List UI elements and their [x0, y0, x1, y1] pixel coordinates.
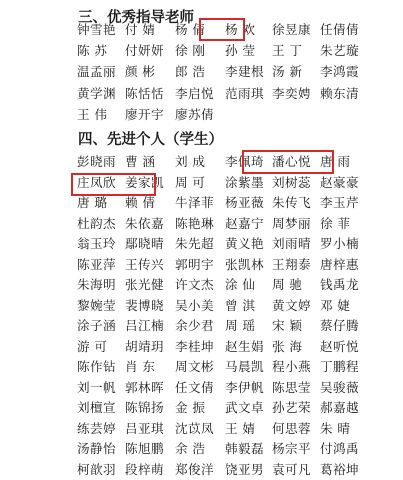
person-name: 赵嘉宁 [225, 215, 264, 231]
person-name: 刘一帆 [77, 379, 116, 395]
person-name: 陈亚萍 [77, 256, 116, 272]
person-name: 马晨凯 [225, 359, 264, 374]
person-name: 王 丁 [272, 43, 303, 59]
person-name: 潘心悦 [272, 154, 311, 169]
person-name: 黎婉莹 [77, 297, 116, 313]
person-name: 庄凤欣 [77, 174, 116, 190]
person-name: 朱先超 [175, 236, 214, 251]
person-name: 程小燕 [272, 359, 311, 374]
person-name: 朱 晴 [320, 420, 351, 436]
person-name: 朱艺璇 [320, 43, 359, 59]
person-name: 涂 仙 [225, 277, 256, 292]
person-name: 沈苡凤 [175, 420, 214, 436]
name-row [77, 275, 397, 295]
person-name: 廖苏倩 [175, 106, 214, 122]
name-row [77, 214, 397, 234]
person-name: 刘雨晴 [272, 236, 311, 251]
person-name: 唐 璐 [77, 195, 108, 210]
person-name: 赖 倩 [125, 195, 156, 210]
person-name: 王 婧 [225, 420, 256, 436]
person-name: 陈旭鹏 [125, 441, 164, 456]
person-name: 汤静怡 [77, 441, 116, 456]
section-heading-teachers: 三、优秀指导老师 [78, 10, 194, 26]
highlight-box-students-zhuang-jiang [71, 173, 156, 196]
person-name: 黄文婷 [272, 297, 311, 313]
person-name: 徐 刚 [175, 43, 206, 59]
name-row [77, 41, 397, 61]
person-name: 何思蓉 [272, 420, 311, 436]
person-name: 周梦丽 [272, 215, 311, 231]
person-name: 王 伟 [77, 106, 108, 122]
person-name: 刘树蕊 [272, 174, 311, 190]
person-name: 韩毅磊 [225, 441, 264, 456]
person-name: 孙 莹 [225, 43, 256, 59]
person-name: 柯歆羽 [77, 461, 116, 477]
person-name: 余少君 [175, 318, 214, 333]
section-heading-students: 四、先进个人（学生） [78, 132, 223, 148]
name-row [77, 460, 397, 480]
name-row [77, 62, 397, 82]
person-name: 钟雪艳 [77, 22, 116, 37]
person-name: 周 瑶 [225, 318, 256, 333]
name-row [77, 337, 397, 357]
person-name: 肖 东 [125, 359, 156, 374]
person-name: 吕亚琪 [125, 420, 164, 436]
person-name: 徐昱康 [272, 22, 311, 37]
person-name: 付妍妍 [125, 43, 164, 59]
person-name: 金 振 [175, 400, 206, 415]
name-row [77, 234, 397, 254]
person-name: 周 驰 [272, 277, 303, 292]
person-name: 涂子涵 [77, 318, 116, 333]
person-name: 曾 淇 [225, 297, 256, 313]
person-name: 陈恬恬 [125, 85, 164, 101]
person-name: 赵听悦 [320, 338, 359, 354]
person-name: 周 可 [175, 174, 206, 190]
person-name: 郑俊洋 [175, 461, 214, 477]
person-name: 陈锦扬 [125, 400, 164, 415]
person-name: 付 婧 [125, 22, 156, 37]
person-name: 吕江楠 [125, 318, 164, 333]
person-name: 李桂坤 [175, 338, 214, 354]
person-name: 李玉芹 [320, 195, 359, 210]
person-name: 武文卓 [225, 400, 264, 415]
person-name: 颜 彬 [125, 64, 156, 80]
person-name: 涂紫墨 [225, 174, 264, 190]
person-name: 刘檀宣 [77, 400, 116, 415]
person-name: 练芸婷 [77, 420, 116, 436]
person-name: 郎 浩 [175, 64, 206, 80]
person-name: 任倩倩 [320, 22, 359, 37]
name-row [77, 255, 397, 275]
person-name: 钱禹龙 [320, 277, 359, 292]
person-name: 杨 欢 [225, 22, 256, 37]
person-name: 段梓萌 [125, 461, 164, 477]
person-name: 杜韵杰 [77, 215, 116, 231]
person-name: 赖东清 [320, 85, 359, 101]
person-name: 鄢晓晴 [125, 236, 164, 251]
person-name: 唐梓惠 [320, 256, 359, 272]
person-name: 黄义艳 [225, 236, 264, 251]
person-name: 张光健 [125, 277, 164, 292]
highlight-box-students-pan-tang [242, 150, 334, 174]
person-name: 李佩琦 [225, 154, 264, 169]
name-row [77, 316, 397, 336]
name-row [77, 419, 397, 439]
person-name: 黄学渊 [77, 85, 116, 101]
person-name: 彭晓雨 [77, 154, 116, 169]
person-name: 汤 新 [272, 64, 303, 80]
person-name: 李鸿霞 [320, 64, 359, 80]
person-name: 陈艳琳 [175, 215, 214, 231]
person-name: 徐 菲 [320, 215, 351, 231]
name-row [77, 357, 397, 377]
person-name: 任文倩 [175, 379, 214, 395]
person-name: 朱海明 [77, 277, 116, 292]
person-name: 温孟丽 [77, 64, 116, 80]
person-name: 郭林晖 [125, 379, 164, 395]
person-name: 葛裕坤 [320, 461, 359, 477]
person-name: 丁鹏程 [320, 359, 359, 374]
person-name: 罗小楠 [320, 236, 359, 251]
person-name: 曹 涵 [125, 154, 156, 169]
person-name: 宋 颖 [272, 318, 303, 333]
person-name: 袁可凡 [272, 461, 311, 477]
person-name: 郝嘉越 [320, 400, 359, 415]
name-row [77, 152, 397, 172]
person-name: 刘 成 [175, 154, 206, 169]
person-name: 裴博晓 [125, 297, 164, 313]
name-row [77, 84, 397, 104]
person-name: 杨 倩 [175, 22, 206, 37]
person-name: 李伊帆 [225, 379, 264, 395]
person-name: 牛泽菲 [175, 195, 214, 210]
person-name: 朱依嘉 [125, 215, 164, 231]
person-name: 赵生娟 [225, 338, 264, 354]
name-row [77, 398, 397, 418]
person-name: 廖开宇 [125, 106, 164, 122]
highlight-box-teacher-yanghuan [199, 18, 245, 41]
person-name: 吴骏薇 [320, 379, 359, 395]
person-name: 饶亚男 [225, 461, 264, 477]
person-name: 王翔泰 [272, 256, 311, 272]
person-name: 胡靖玥 [125, 338, 164, 354]
person-name: 孙艺荣 [272, 400, 311, 415]
name-row [77, 439, 397, 459]
person-name: 杨亚薇 [225, 195, 264, 210]
person-name: 唐 雨 [320, 154, 351, 169]
person-name: 张 海 [272, 338, 303, 354]
person-name: 陈思莹 [272, 379, 311, 395]
person-name: 李奕娉 [272, 85, 311, 101]
person-name: 范雨琪 [225, 85, 264, 101]
person-name: 赵豪豪 [320, 174, 359, 190]
person-name: 郭明宇 [175, 256, 214, 272]
person-name: 李建根 [225, 64, 264, 80]
person-name: 李启悦 [175, 85, 214, 101]
name-row [77, 193, 397, 213]
person-name: 付鸿禹 [320, 441, 359, 456]
person-name: 张凯林 [225, 256, 264, 272]
person-name: 许文杰 [175, 277, 214, 292]
person-name: 翁玉玲 [77, 236, 116, 251]
person-name: 周文彬 [175, 359, 214, 374]
name-row [77, 105, 397, 125]
person-name: 朱传飞 [272, 195, 311, 210]
person-name: 王传兴 [125, 256, 164, 272]
person-name: 吴小美 [175, 297, 214, 313]
person-name: 蔡仔腾 [320, 318, 359, 333]
person-name: 邓 婕 [320, 297, 351, 313]
person-name: 杨宗平 [272, 441, 311, 456]
name-row [77, 378, 397, 398]
person-name: 姜家凯 [125, 174, 164, 190]
person-name: 游 可 [77, 338, 108, 354]
person-name: 陈作钻 [77, 359, 116, 374]
name-row [77, 296, 397, 316]
person-name: 余 浩 [175, 441, 206, 456]
person-name: 陈 苏 [77, 43, 108, 59]
